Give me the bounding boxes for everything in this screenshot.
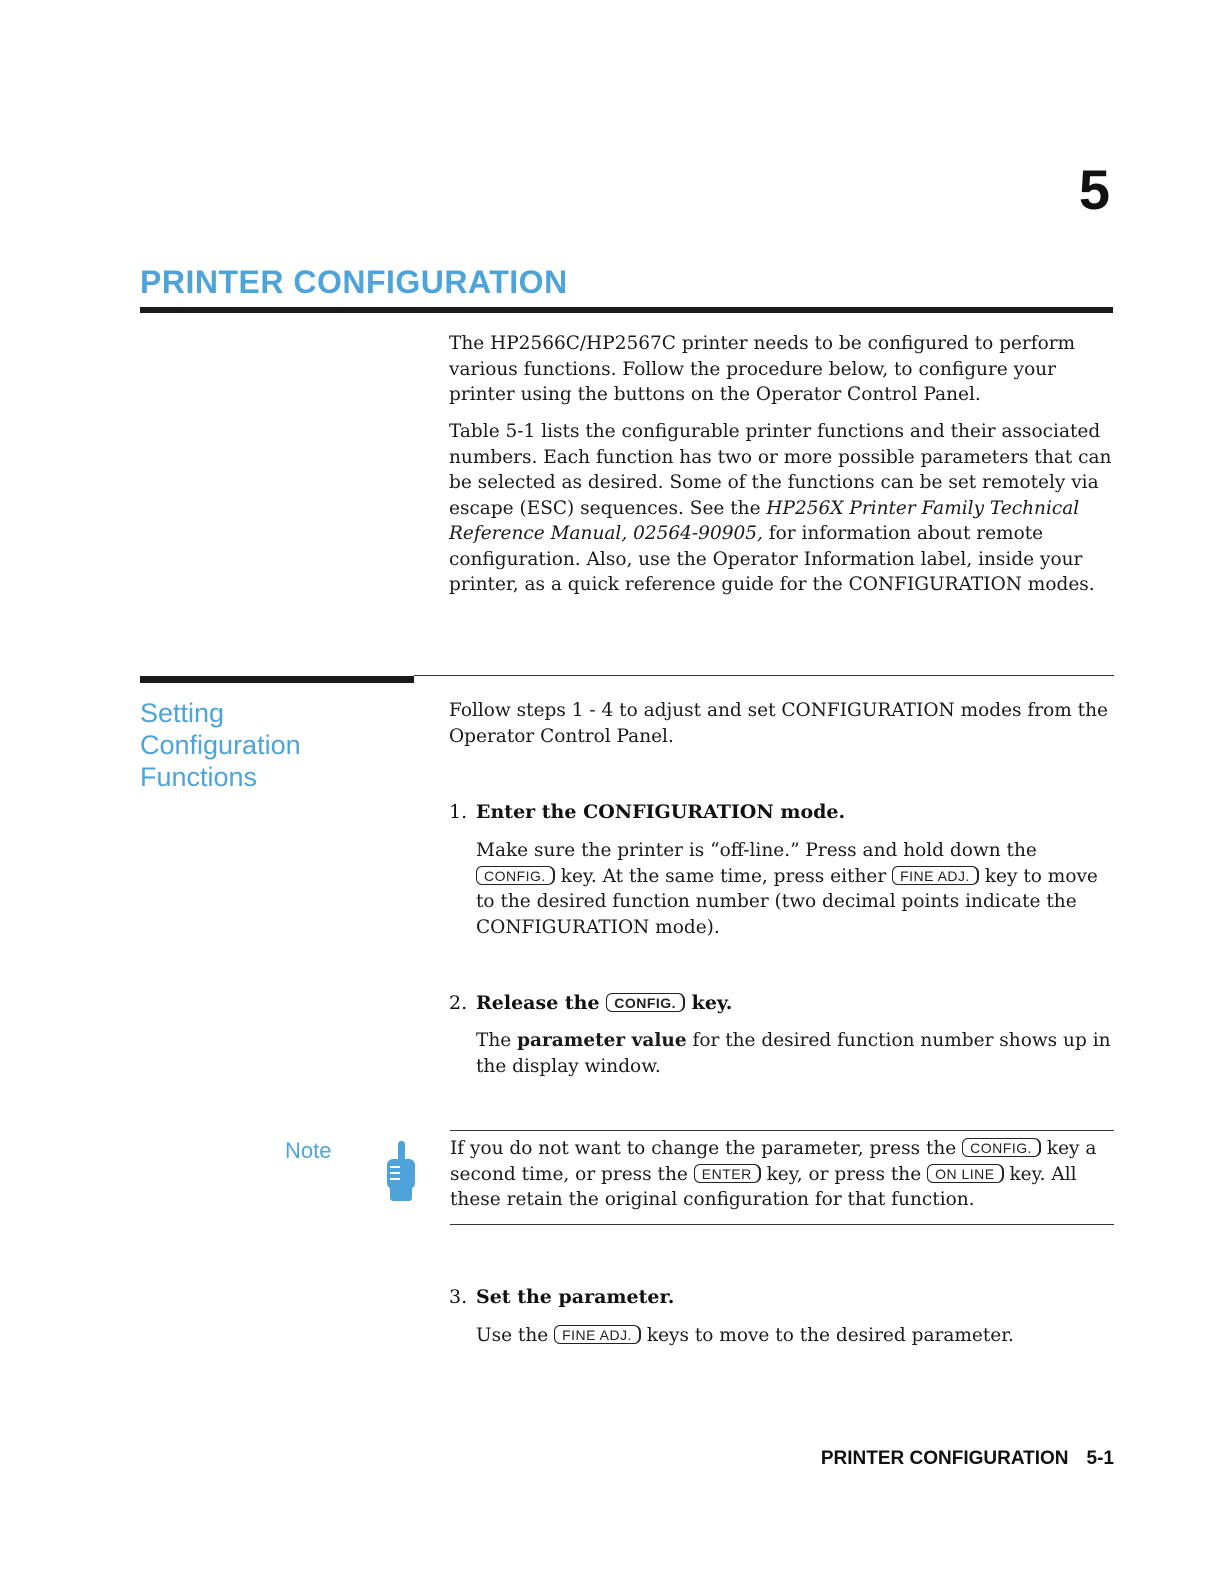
pointing-hand-icon [384,1141,418,1203]
note-rule-top [450,1130,1114,1131]
intro-paragraph-2 [449,419,1114,598]
on-line-key: ON LINE [927,1164,1004,1183]
page-footer [700,1446,1114,1472]
step-1-title: Enter the CONFIGURATION mode. [476,801,846,823]
step-3-heading [449,1284,674,1310]
page-number: 5-1 [1086,1448,1114,1469]
footer-title: PRINTER CONFIGURATION [820,1448,1069,1469]
step-1-text-b: key. At the same time, press either [560,865,887,887]
enter-key: ENTER [694,1164,761,1183]
intro-paragraph-1 [449,331,1114,408]
section-title-line-2: Configuration [140,730,301,760]
step-2-title-b: key. [691,992,733,1014]
intro-paragraph-2-text-b: for information about remote configuration. Also, use the Operator Information label, inside your printer, as a quick reference guide for the CONFIGURATION modes. [449,523,1095,595]
section-title-line-3: Functions [140,762,258,792]
section-title [140,697,370,793]
section-title-line-1: Setting [140,698,225,728]
note-text-a: If you do not want to change the parameter, press the [450,1138,957,1159]
config-key: CONFIG. [476,866,555,885]
step-2-text-b: for the desired function number shows up in the display window. [476,1030,1111,1077]
note-text-c: key, or press the [766,1163,922,1185]
section-rule-thin [414,675,1114,676]
step-3-text-a: Use the [476,1325,549,1346]
chapter-title: PRINTER CONFIGURATION [140,264,568,300]
step-2-heading [449,990,732,1016]
section-rule-thick [140,676,414,683]
step-3-number: 3. [449,1286,468,1308]
section-intro-text: Follow steps 1 - 4 to adjust and set CONFIGURATION modes from the Operator Control Panel. [449,700,1108,747]
step-1-text-a: Make sure the printer is “off-line.” Press and hold down the [476,840,1037,861]
fine-adj-key: FINE ADJ. [892,866,979,885]
step-1-text-d: to the desired function number (two decimal points indicate the CONFIGURATION mode). [476,891,1077,938]
step-2-text-a: The [476,1030,512,1051]
config-key: CONFIG. [606,993,685,1012]
intro-paragraph-2-text-a: Table 5-1 lists the configurable printer functions and their associated numbers. Each function has two or more possible parameters that can be selected as desired. Some of the functions can be set remotely via escape (ESC) sequences. See the [449,421,1112,519]
fine-adj-key: FINE ADJ. [554,1325,641,1344]
step-2-title-a: Release the [476,992,600,1014]
chapter-rule [140,307,1113,313]
step-3-body [476,1323,1116,1349]
note-text-d: key. All these retain the original configuration for that function. [450,1163,1077,1210]
step-2-body [476,1028,1116,1079]
step-3-title: Set the parameter. [476,1286,675,1308]
note-label: Note [285,1138,332,1163]
step-2-number: 2. [449,992,468,1014]
note-text [450,1136,1114,1213]
note-rule-bottom [450,1224,1114,1225]
step-1-text-c: key to move [984,865,1098,887]
step-1-body [476,838,1116,940]
section-intro [449,698,1114,749]
step-1-heading [449,799,845,825]
note-text-b: key a second time, or press the [450,1138,1097,1185]
reference-manual-title: HP256X Printer Family Technical Reference Manual, 02564-90905, [449,497,1080,544]
step-1-number: 1. [449,801,468,823]
chapter-number: 5 [1078,158,1110,221]
parameter-value-term: parameter value [517,1030,687,1051]
config-key: CONFIG. [962,1138,1041,1157]
step-3-text-b: keys to move to the desired parameter. [646,1325,1014,1346]
intro-paragraph-1-text: The HP2566C/HP2567C printer needs to be configured to perform various functions. Follow the procedure below, to configure your printer using the buttons on the Operator Control Panel. [449,333,1076,405]
